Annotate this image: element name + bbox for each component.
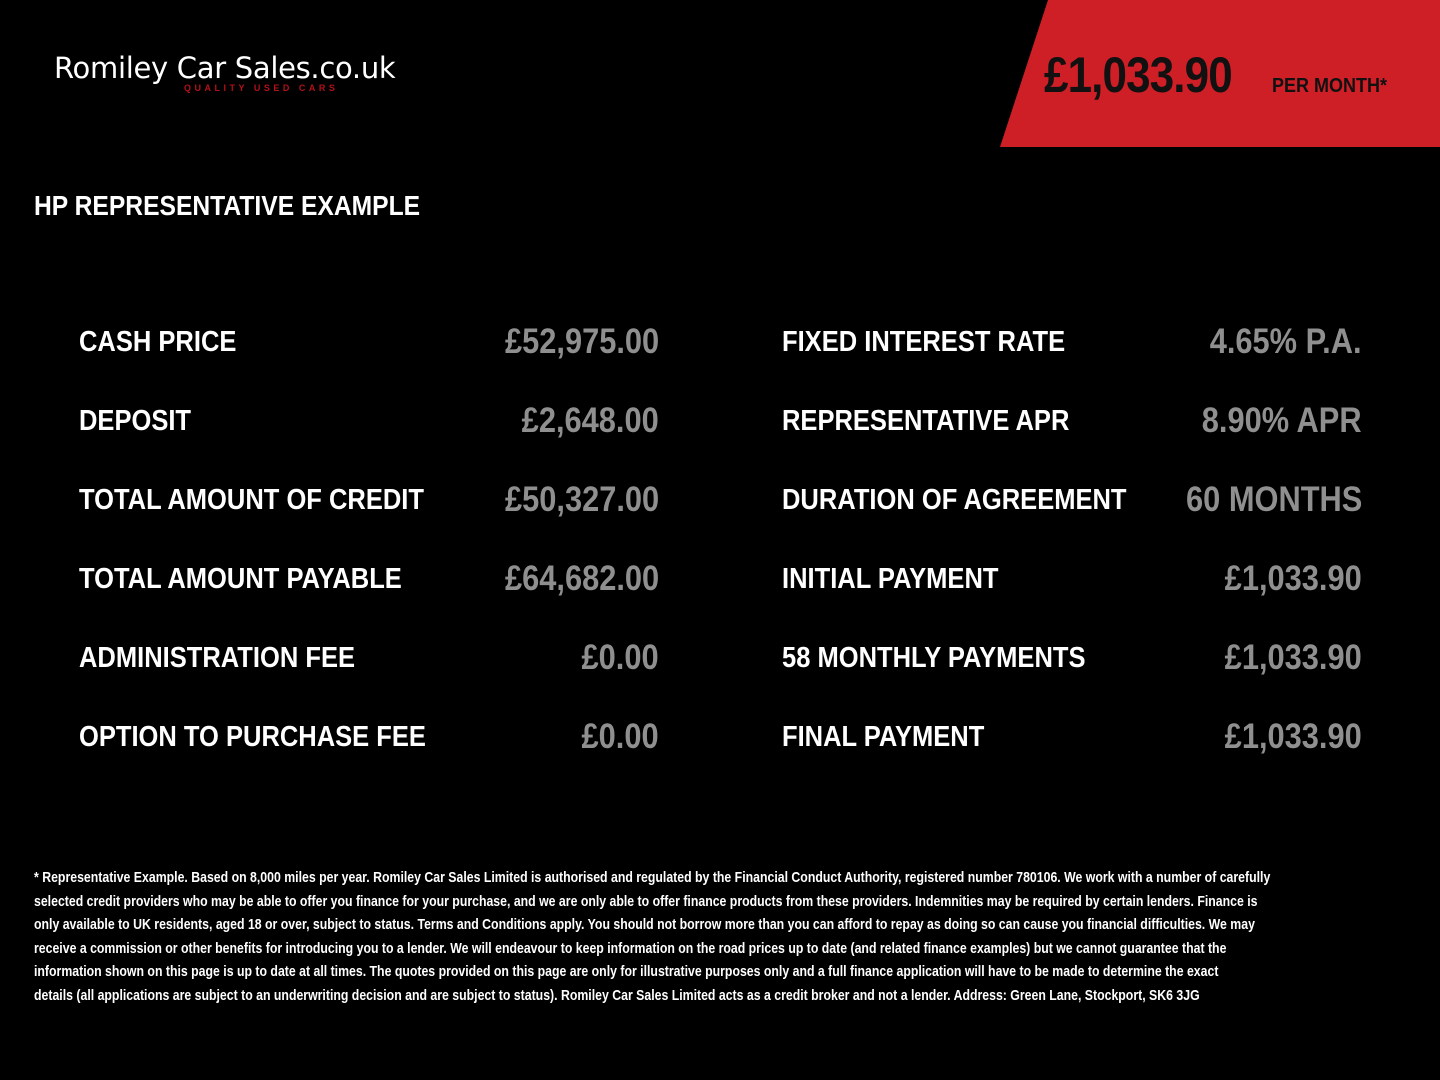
monthly-price-unit: PER MONTH* xyxy=(1272,75,1388,97)
disclaimer-line: details (all applications are subject to an underwriting decision and are subject to status). Romiley Car Sales Limited acts as a credit broker and not a lender. Address: Green Lane, Stockport, SK6 3JG xyxy=(34,986,1200,1004)
finance-table-left xyxy=(79,322,659,796)
disclaimer-line: receive a commission or other benefits for introducing you to a lender. We will endeavour to keep information on the road prices up to date (and related finance examples) but we cannot guarantee that the xyxy=(34,939,1227,957)
finance-row xyxy=(79,480,659,559)
finance-row-label: FINAL PAYMENT xyxy=(782,721,985,753)
finance-row-label: REPRESENTATIVE APR xyxy=(782,405,1070,437)
disclaimer-line: only available to UK residents, aged 18 or over, subject to status. Terms and Conditions apply. You should not borrow more than you can afford to repay as doing so can cause you financial difficulties. We may xyxy=(34,916,1255,934)
finance-row-value: 60 MONTHS xyxy=(1185,480,1362,519)
finance-row-label: CASH PRICE xyxy=(79,326,237,358)
finance-row xyxy=(782,480,1362,559)
finance-row-value: £64,682.00 xyxy=(504,559,659,598)
finance-row-label: DURATION OF AGREEMENT xyxy=(782,484,1127,516)
finance-row xyxy=(782,717,1362,796)
finance-row xyxy=(79,559,659,638)
finance-row-label: TOTAL AMOUNT OF CREDIT xyxy=(79,484,424,516)
finance-row-value: £1,033.90 xyxy=(1224,559,1362,598)
disclaimer-line: information shown on this page is up to date at all times. The quotes provided on this page are only for illustrative purposes only and a full finance application will have to be made to determine the exact xyxy=(34,963,1219,981)
finance-row xyxy=(79,322,659,401)
finance-row xyxy=(79,401,659,480)
disclaimer-line: * Representative Example. Based on 8,000 miles per year. Romiley Car Sales Limited is authorised and regulated by the Financial Conduct Authority, registered number 780106. We work with a number of carefully xyxy=(34,869,1271,886)
finance-row xyxy=(782,559,1362,638)
monthly-price: £1,033.90 xyxy=(1044,47,1232,103)
disclaimer-line: selected credit providers who may be able to offer you finance for your purchase, and we are only able to offer finance products from these providers. Indemnities may be required by certain lenders. Finance is xyxy=(34,892,1258,910)
brand-logo xyxy=(54,50,434,100)
finance-row-value: £1,033.90 xyxy=(1224,638,1362,677)
finance-row xyxy=(79,638,659,717)
logo-tagline: QUALITY USED CARS xyxy=(184,83,339,93)
finance-row-label: FIXED INTEREST RATE xyxy=(782,326,1066,358)
finance-row-label: 58 MONTHLY PAYMENTS xyxy=(782,642,1086,674)
finance-row-value: £0.00 xyxy=(581,638,659,677)
finance-row-label: DEPOSIT xyxy=(79,405,192,437)
finance-table-right xyxy=(782,322,1362,796)
finance-row-label: ADMINISTRATION FEE xyxy=(79,642,355,674)
finance-row-value: £52,975.00 xyxy=(504,322,659,361)
page-title: HP REPRESENTATIVE EXAMPLE xyxy=(34,190,421,221)
finance-row-label: INITIAL PAYMENT xyxy=(782,563,999,595)
logo-title: Romiley Car Sales.co.uk xyxy=(54,51,396,85)
finance-row xyxy=(782,401,1362,480)
finance-row-value: £1,033.90 xyxy=(1224,717,1362,756)
finance-row xyxy=(782,322,1362,401)
finance-row-value: 8.90% APR xyxy=(1202,401,1362,440)
finance-row-label: TOTAL AMOUNT PAYABLE xyxy=(79,563,402,595)
finance-row-value: £0.00 xyxy=(581,717,659,756)
finance-row-label: OPTION TO PURCHASE FEE xyxy=(79,721,426,753)
disclaimer-text xyxy=(34,866,1330,1008)
finance-row-value: £2,648.00 xyxy=(521,401,659,440)
finance-row-value: 4.65% P.A. xyxy=(1210,322,1362,361)
finance-row xyxy=(79,717,659,796)
finance-row xyxy=(782,638,1362,717)
finance-row-value: £50,327.00 xyxy=(504,480,659,519)
